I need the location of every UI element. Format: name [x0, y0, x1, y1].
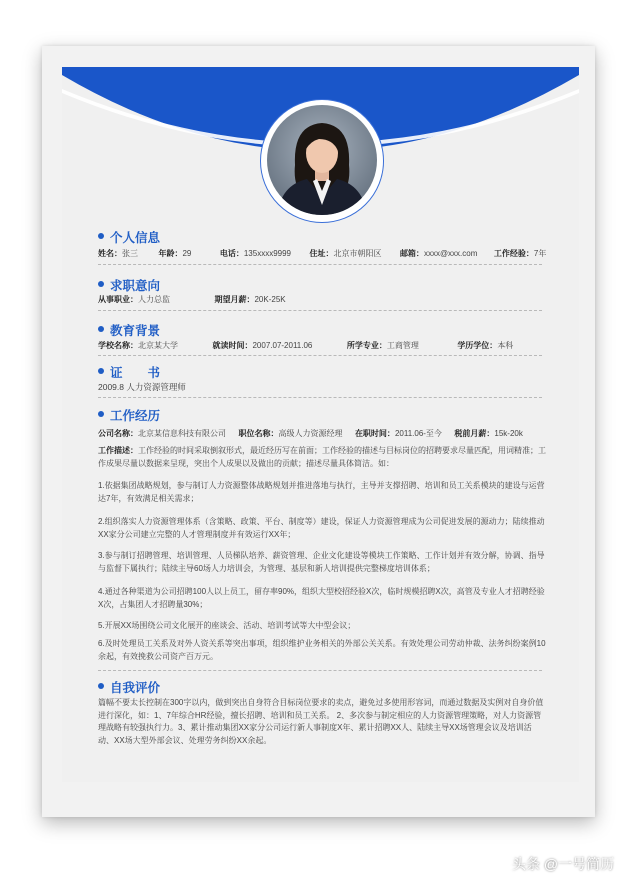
- work-header-row: 公司名称：北京某信息科技有限公司 职位名称：高级人力资源经理 在职时间：2011.06-至今 税前月薪：15k-20k: [98, 429, 523, 438]
- section-title-certificate: 证 书: [110, 363, 160, 381]
- section-title-self-eval: 自我评价: [110, 678, 160, 696]
- bullet-icon: [98, 281, 104, 287]
- education-row: 学校名称：北京某大学 就读时间：2007.07-2011.06 所学专业：工商管理 学历学位：本科: [98, 341, 514, 350]
- intention-row: 从事职业：人力总监 期望月薪：20K-25K: [98, 295, 286, 304]
- certificate-item: 2009.8 人力资源管理师: [98, 382, 186, 392]
- work-item-5: 5.开展XX场围绕公司文化展开的座谈会、活动、培训考试等大中型会议；: [98, 621, 356, 630]
- work-item-1: 1.依据集团战略规划，参与制订人力资源整体战略规划并推进落地与执行，主导并支撑招聘、培训和员工关系模块的建设与运营达7年，有效满足相关需求；: [98, 481, 545, 503]
- work-item-6: 6.及时处理员工关系及对外人资关系等突出事项，组织维护业务相关的外部公关关系。有效处理公司劳动仲裁、法务纠纷案例10余起，有效挽救公司资产百万元。: [98, 639, 546, 661]
- work-description: 工作描述：工作经验的时间采取倒叙形式，最近经历写在前面；工作经验的描述与目标岗位的招聘要求尽量匹配，用词精准；工作成果尽量以数据来呈现，突出个人成果以及做出的贡献；描述尽量具体简洁。如：: [98, 446, 546, 468]
- self-eval-text: 篇幅不要太长控制在300字以内，做到突出自身符合目标岗位要求的卖点，避免过多使用形容词，而通过数据及实例对自身价值进行深化，如：1、7年综合HR经验，擅长招聘、培训和员工关系。 2、多次参与制定相应的人力资源管理策略，对人力资源管理战略有较强执行力。3、累计推动集团XX家分公司运行新人事制度X年、累计招聘XX人、陆续主导XX场管理会议及培训活动、XX场大型外部会议、处理劳务纠纷XX余起。: [98, 698, 544, 745]
- section-title-education: 教育背景: [110, 321, 160, 339]
- section-title-work: 工作经历: [110, 406, 160, 424]
- watermark: 头条 @一号简历: [512, 856, 615, 872]
- bullet-icon: [98, 368, 104, 374]
- work-item-4: 4.通过各种渠道为公司招聘100人以上员工，留存率90%，组织大型校招经验X次，临时规模招聘X次，高管及专业人才招聘经验X次，占集团人才招聘量30%；: [98, 587, 545, 609]
- bullet-icon: [98, 683, 104, 689]
- bullet-icon: [98, 411, 104, 417]
- divider: [98, 355, 542, 356]
- divider: [98, 397, 542, 398]
- work-item-3: 3.参与制订招聘管理、培训管理、人员梯队培养、薪资管理、企业文化建设等模块工作策略、工作计划并有效分解，协调、指导与监督下属执行；陆续主导60场人力培训会，为管理、基层和新人培训提供完整梯度培训体系；: [98, 551, 545, 573]
- section-title-personal: 个人信息: [110, 228, 160, 246]
- bullet-icon: [98, 233, 104, 239]
- divider: [98, 264, 542, 265]
- resume-sheet: [62, 67, 579, 782]
- profile-photo: [267, 105, 377, 215]
- section-title-intention: 求职意向: [110, 276, 160, 294]
- work-item-2: 2.组织落实人力资源管理体系（含策略、政策、平台、制度等）建设，保证人力资源管理成为公司促进发展的源动力；陆续推动XX家分公司建立完整的人才管理制度并有效运行XX年；: [98, 517, 545, 539]
- bullet-icon: [98, 326, 104, 332]
- divider: [98, 670, 542, 671]
- divider: [98, 310, 542, 311]
- personal-info-row: 姓名：张三 年龄：29 电话：135xxxx9999 住址：北京市朝阳区 邮箱：xxxx@xxx.com 工作经验：7年: [98, 249, 547, 258]
